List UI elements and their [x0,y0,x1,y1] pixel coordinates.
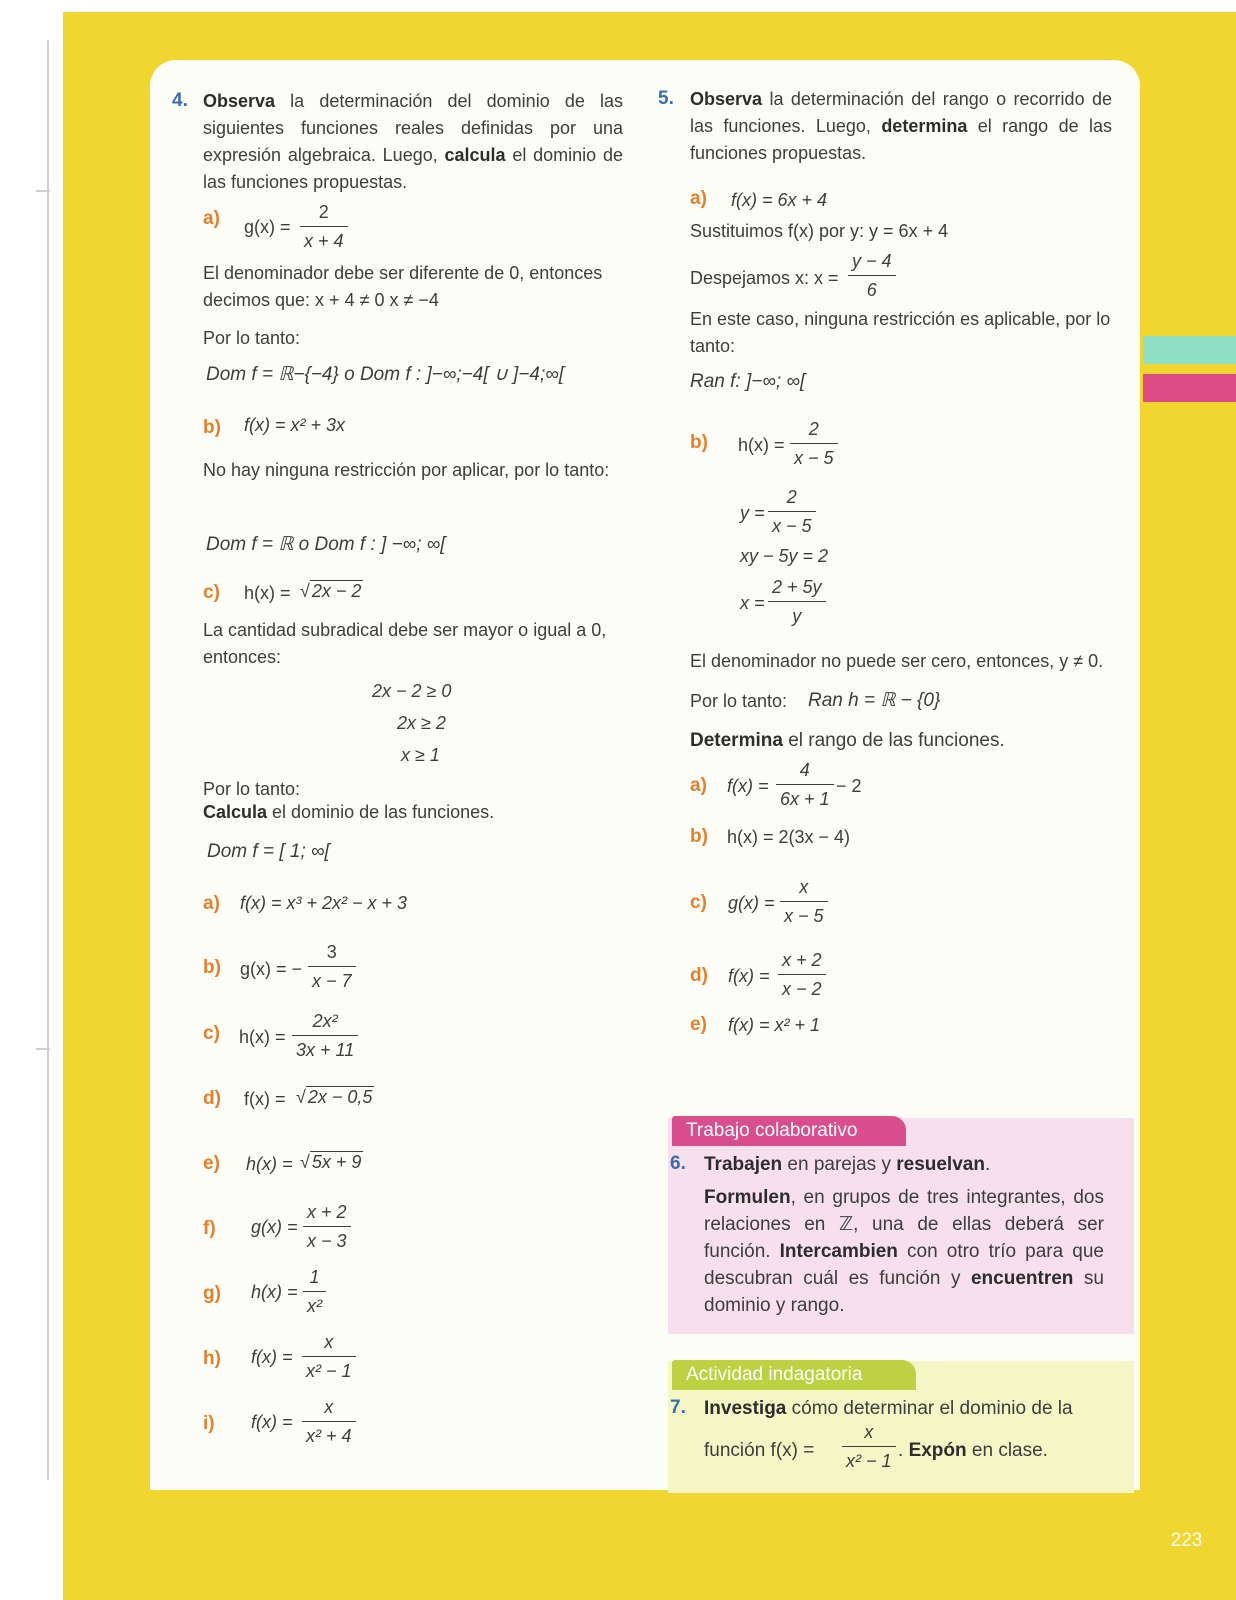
ex4-item-f-label: f) [203,1218,216,1239]
ex5-item-c-lhs: g(x) = [728,893,775,913]
ex4-item-h-lhs: f(x) = [251,1347,293,1367]
ex4-c-radical: √ 2x − 2 [300,581,362,601]
ex4-item-g-fraction: $\frac{1}{\text{x²}}$ [303,1266,326,1317]
page-number: 223 [1170,1530,1203,1551]
exercise-6-number: 6. [670,1153,686,1174]
ex4-item-c-lhs: h(x) = [239,1027,286,1047]
ex5-item-c-label: c) [690,892,707,913]
ex4-b-result: Dom f = ℝ o Dom f : ] −∞; ∞[ [206,534,446,555]
ex5-b-text: El denominador no puede ser cero, entonces, y ≠ 0. [690,651,1104,671]
ex4-c-step-3: x ≥ 1 [401,745,440,765]
ex5-b-step-3-fraction: $\frac{2 + 5y}{y}$ [768,576,826,627]
section-tab-mint [1143,336,1236,364]
ex4-item-g-lhs: h(x) = [251,1282,298,1302]
exercise-6-paragraph: Formulen, en grupos de tres integrantes, dos relaciones en ℤ, una de ellas deberá ser función. Intercambien con otro trío para que descubran cuál es función y encuentren su dominio y rango. [704,1187,1104,1316]
ex4-c-step-2: 2x ≥ 2 [397,713,446,733]
ex4-a-fraction: $\frac{2}{x + 4}$ [300,201,348,252]
ex4-a-therefore: Por lo tanto: [203,328,301,348]
binding-tick [36,190,50,192]
ex5-item-d-label: d) [690,965,708,986]
ex5-item-b-expr: h(x) = 2(3x − 4) [727,827,851,847]
ex4-a-lhs: g(x) = [244,217,291,237]
ex5-a-step-2-fraction: $\frac{y - 4}{6}$ [848,250,896,301]
ex4-item-d-lhs: f(x) = [244,1089,286,1109]
ex4-c-label: c) [203,582,220,603]
ex4-item-b-fraction: $\frac{3}{x - 7}$ [308,941,356,992]
ex5-item-e-expr: f(x) = x² + 1 [728,1015,821,1035]
ex4-item-e-lhs: h(x) = [246,1154,293,1174]
ex4-c-text: La cantidad subradical debe ser mayor o igual a 0, entonces: [203,620,607,667]
section-tab-pink [1143,374,1236,402]
exercise-7-line-2-rhs: . Expón en clase. [898,1440,1048,1461]
ex4-a-result: Dom f = ℝ−{−4} o Dom f : ]−∞;−4[ ∪ ]−4;∞[ [206,364,565,385]
binding-tick [36,1048,50,1050]
ex5-a-result: Ran f: ]−∞; ∞[ [690,371,806,392]
ex4-item-b-lhs: g(x) = − [240,959,303,979]
ex4-item-h-label: h) [203,1348,221,1369]
ex4-a-label: a) [203,208,220,229]
ex4-item-f-lhs: g(x) = [251,1217,298,1237]
ex5-a-label: a) [690,188,707,209]
ex4-item-e-label: e) [203,1153,220,1174]
ex5-item-a-lhs: f(x) = [727,776,769,796]
exercise-7-line-1: Investiga cómo determinar el dominio de la [704,1398,1073,1419]
ex4-a-text-1: El denominador debe ser diferente de 0, entonces [203,263,603,283]
binding-line [47,40,49,1480]
ex4-item-i-lhs: f(x) = [251,1412,293,1432]
ex4-b-expr: f(x) = x² + 3x [244,415,346,435]
ex4-task: Calcula el dominio de las funciones. [203,802,495,822]
ex4-item-a-label: a) [203,893,220,914]
ex4-item-f-fraction: $\frac{x + 2}{x - 3}$ [303,1201,351,1252]
ex4-c-result: Dom f = [ 1; ∞[ [207,841,330,862]
exercise-6-line-1: Trabajen en parejas y resuelvan. [704,1154,991,1175]
inquiry-activity-header: Actividad indagatoria [672,1360,916,1390]
ex4-c-step-1: 2x − 2 ≥ 0 [372,681,452,701]
ex5-b-step-1-fraction: $\frac{2}{x - 5}$ [768,486,816,537]
ex4-item-i-label: i) [203,1413,215,1434]
ex5-task: Determina el rango de las funciones. [690,730,1005,751]
ex5-a-step-1: Sustituimos f(x) por y: y = 6x + 4 [690,221,949,241]
exercise-7-number: 7. [670,1397,686,1418]
ex5-item-a-tail: − 2 [836,776,862,796]
ex5-item-a-fraction: $\frac{4}{6x + 1}$ [776,759,834,810]
ex5-b-therefore: Por lo tanto: [690,691,788,711]
ex5-a-step-2-lhs: Despejamos x: x = [690,268,839,288]
ex4-item-d-radical: √ 2x − 0,5 [296,1087,373,1107]
ex5-b-step-1-lhs: y = [740,503,765,523]
ex4-item-c-label: c) [203,1023,220,1044]
ex4-item-d-label: d) [203,1088,221,1109]
ex5-b-fraction: $\frac{2}{x - 5}$ [790,418,838,469]
ex5-a-expr: f(x) = 6x + 4 [731,190,828,210]
ex4-b-text: No hay ninguna restricción por aplicar, por lo tanto: [203,460,610,480]
ex5-item-d-lhs: f(x) = [728,966,770,986]
ex4-item-i-fraction: $\frac{x}{\text{x² + 4}}$ [302,1396,356,1447]
ex4-c-lhs: h(x) = [244,583,291,603]
ex5-b-lhs: h(x) = [738,435,785,455]
ex5-item-e-label: e) [690,1014,707,1035]
exercise-7-fraction: $\frac{x}{\text{x² − 1}}$ [842,1421,896,1472]
exercise-7-line-2-lhs: función f(x) = [704,1440,815,1461]
ex4-item-a-expr: f(x) = x³ + 2x² − x + 3 [240,893,408,913]
ex5-b-step-3-lhs: x = [740,593,765,613]
ex4-item-e-radical: √ 5x + 9 [300,1152,362,1172]
exercise-5-number: 5. [658,88,674,109]
ex4-item-b-label: b) [203,957,221,978]
ex4-item-h-fraction: $\frac{x}{\text{x² − 1}}$ [302,1331,356,1382]
ex4-item-g-label: g) [203,1283,221,1304]
ex5-item-b-label: b) [690,826,708,847]
ex4-c-therefore: Por lo tanto: [203,779,301,799]
ex5-item-c-fraction: $\frac{x}{x - 5}$ [780,876,828,927]
exercise-4-intro: Observa la determinación del dominio de las siguientes funciones reales definidas por una expresión algebraica. Luego, calcula el dominio de las funciones propuestas. [203,91,623,192]
ex5-b-step-2: xy − 5y = 2 [740,546,829,566]
ex4-item-c-fraction: $\frac{\text{2x²}}{3x + 11}$ [292,1010,358,1061]
ex4-a-text-2: decimos que: x + 4 ≠ 0 x ≠ −4 [203,290,439,310]
ex5-b-label: b) [690,432,708,453]
ex5-b-result: Ran h = ℝ − {0} [808,690,941,711]
ex5-item-a-label: a) [690,775,707,796]
exercise-5-intro: Observa la determinación del rango o recorrido de las funciones. Luego, determina el rango de las funciones propuestas. [690,89,1112,163]
ex4-b-label: b) [203,417,221,438]
exercise-4-number: 4. [172,90,188,111]
collaborative-work-header: Trabajo colaborativo [672,1116,906,1146]
ex5-item-d-fraction: $\frac{x + 2}{x - 2}$ [778,949,826,1000]
ex5-a-text: En este caso, ninguna restricción es aplicable, por lo tanto: [690,309,1111,356]
